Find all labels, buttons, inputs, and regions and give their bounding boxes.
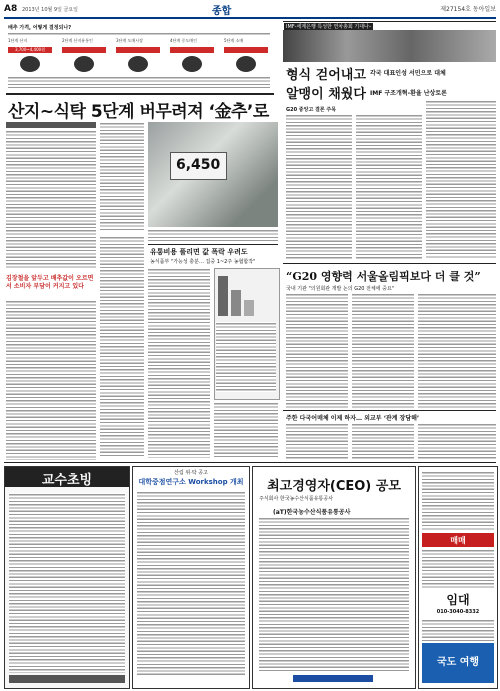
- ad6-title: 국도 여행: [436, 657, 480, 668]
- ad5-title: 임대: [446, 593, 470, 607]
- cabbage-icon: [20, 56, 40, 72]
- ad-workshop[interactable]: [132, 466, 250, 689]
- lower-right-headline: 주한 다국어매체 이제 하자… 외교부 ‘관계 장담해’: [286, 415, 420, 422]
- price-chain-infographic: [4, 22, 275, 90]
- summit-photo: [283, 30, 496, 62]
- right-kicker: IMF-세계은행 특성한 연차총회 기대나–: [286, 24, 372, 30]
- right-headline-line1-sub: 각국 대표인성 서민으로 대체: [370, 70, 446, 77]
- ad4-title: 매매: [450, 536, 466, 545]
- cabbage-icon: [128, 56, 148, 72]
- cabbage-icon: [74, 56, 94, 72]
- side-quote-1: 김장철을 앞두고 배추값이 오르면서 소비자 부담이 커지고 있다: [6, 275, 94, 290]
- main-headline: 산지~식탁 5단계 버무려져 ‘金추’로: [8, 102, 269, 122]
- ad-phone: 010-3040-8332: [436, 609, 480, 615]
- page-number: A8: [4, 4, 18, 14]
- ad1-title: 교수초빙: [41, 473, 93, 488]
- date-line: 2013년 10월 9일 금요일: [22, 7, 79, 13]
- ad-ceo-recruit[interactable]: [252, 466, 416, 689]
- section-title: 종합: [212, 6, 232, 17]
- infographic-title: 배추 가격, 어떻게 결정되나?: [8, 25, 72, 31]
- right-headline-line2-sub: IMF 구조개혁-환율 난상토론: [370, 90, 447, 97]
- right-lede: G20 중앙고 결론 주목: [286, 107, 337, 113]
- sub-headline: 유통비용 풀리면 값 폭락 우려도: [150, 248, 248, 256]
- stage-2-label: 2단계 산지유통인: [62, 38, 93, 43]
- paper-name: 제27154호 동아일보: [440, 6, 496, 13]
- stage-1-label: 1단계 산지: [8, 38, 28, 43]
- mid-right-headline: “G20 영향력 서울올림픽보다 더 클 것”: [286, 270, 481, 283]
- ad3-title: 최고경영자(CEO) 공모: [267, 479, 401, 494]
- header-rule: [4, 17, 496, 19]
- ad-classified-column[interactable]: [418, 466, 498, 689]
- stage-5-label: 5단계 소매: [224, 38, 244, 43]
- stage-4-label: 4단계 중도매인: [170, 38, 198, 43]
- photo-price: 6,450: [176, 157, 221, 173]
- cabbage-icon: [236, 56, 256, 72]
- stage-3-label: 3단계 도매시장: [116, 38, 144, 43]
- ad2-top: 산림 위·탁 공고: [174, 470, 208, 476]
- cabbage-icon: [182, 56, 202, 72]
- ad3-org: (aT)한국농수산식품유통공사: [273, 509, 351, 516]
- right-headline-line1: 형식 걷어내고: [286, 68, 366, 83]
- right-headline-line2: 알맹이 채웠다: [286, 87, 366, 102]
- mid-right-subhead: 국내 기관 "의원회관 개발 논의 G20 전체에 중요": [286, 286, 395, 292]
- ad3-sub: 주식회사 한국농수산식품유통공사: [259, 496, 334, 502]
- ad2-title: 대학중점연구소 Workshop 개최: [138, 478, 244, 486]
- ad-faculty-recruit[interactable]: [4, 466, 130, 689]
- sub-lede: 농식품부 "가능성 충분… 집중 1~2주 농협합작": [150, 259, 256, 265]
- stage-1-price: 3,700~4,400원: [8, 47, 52, 53]
